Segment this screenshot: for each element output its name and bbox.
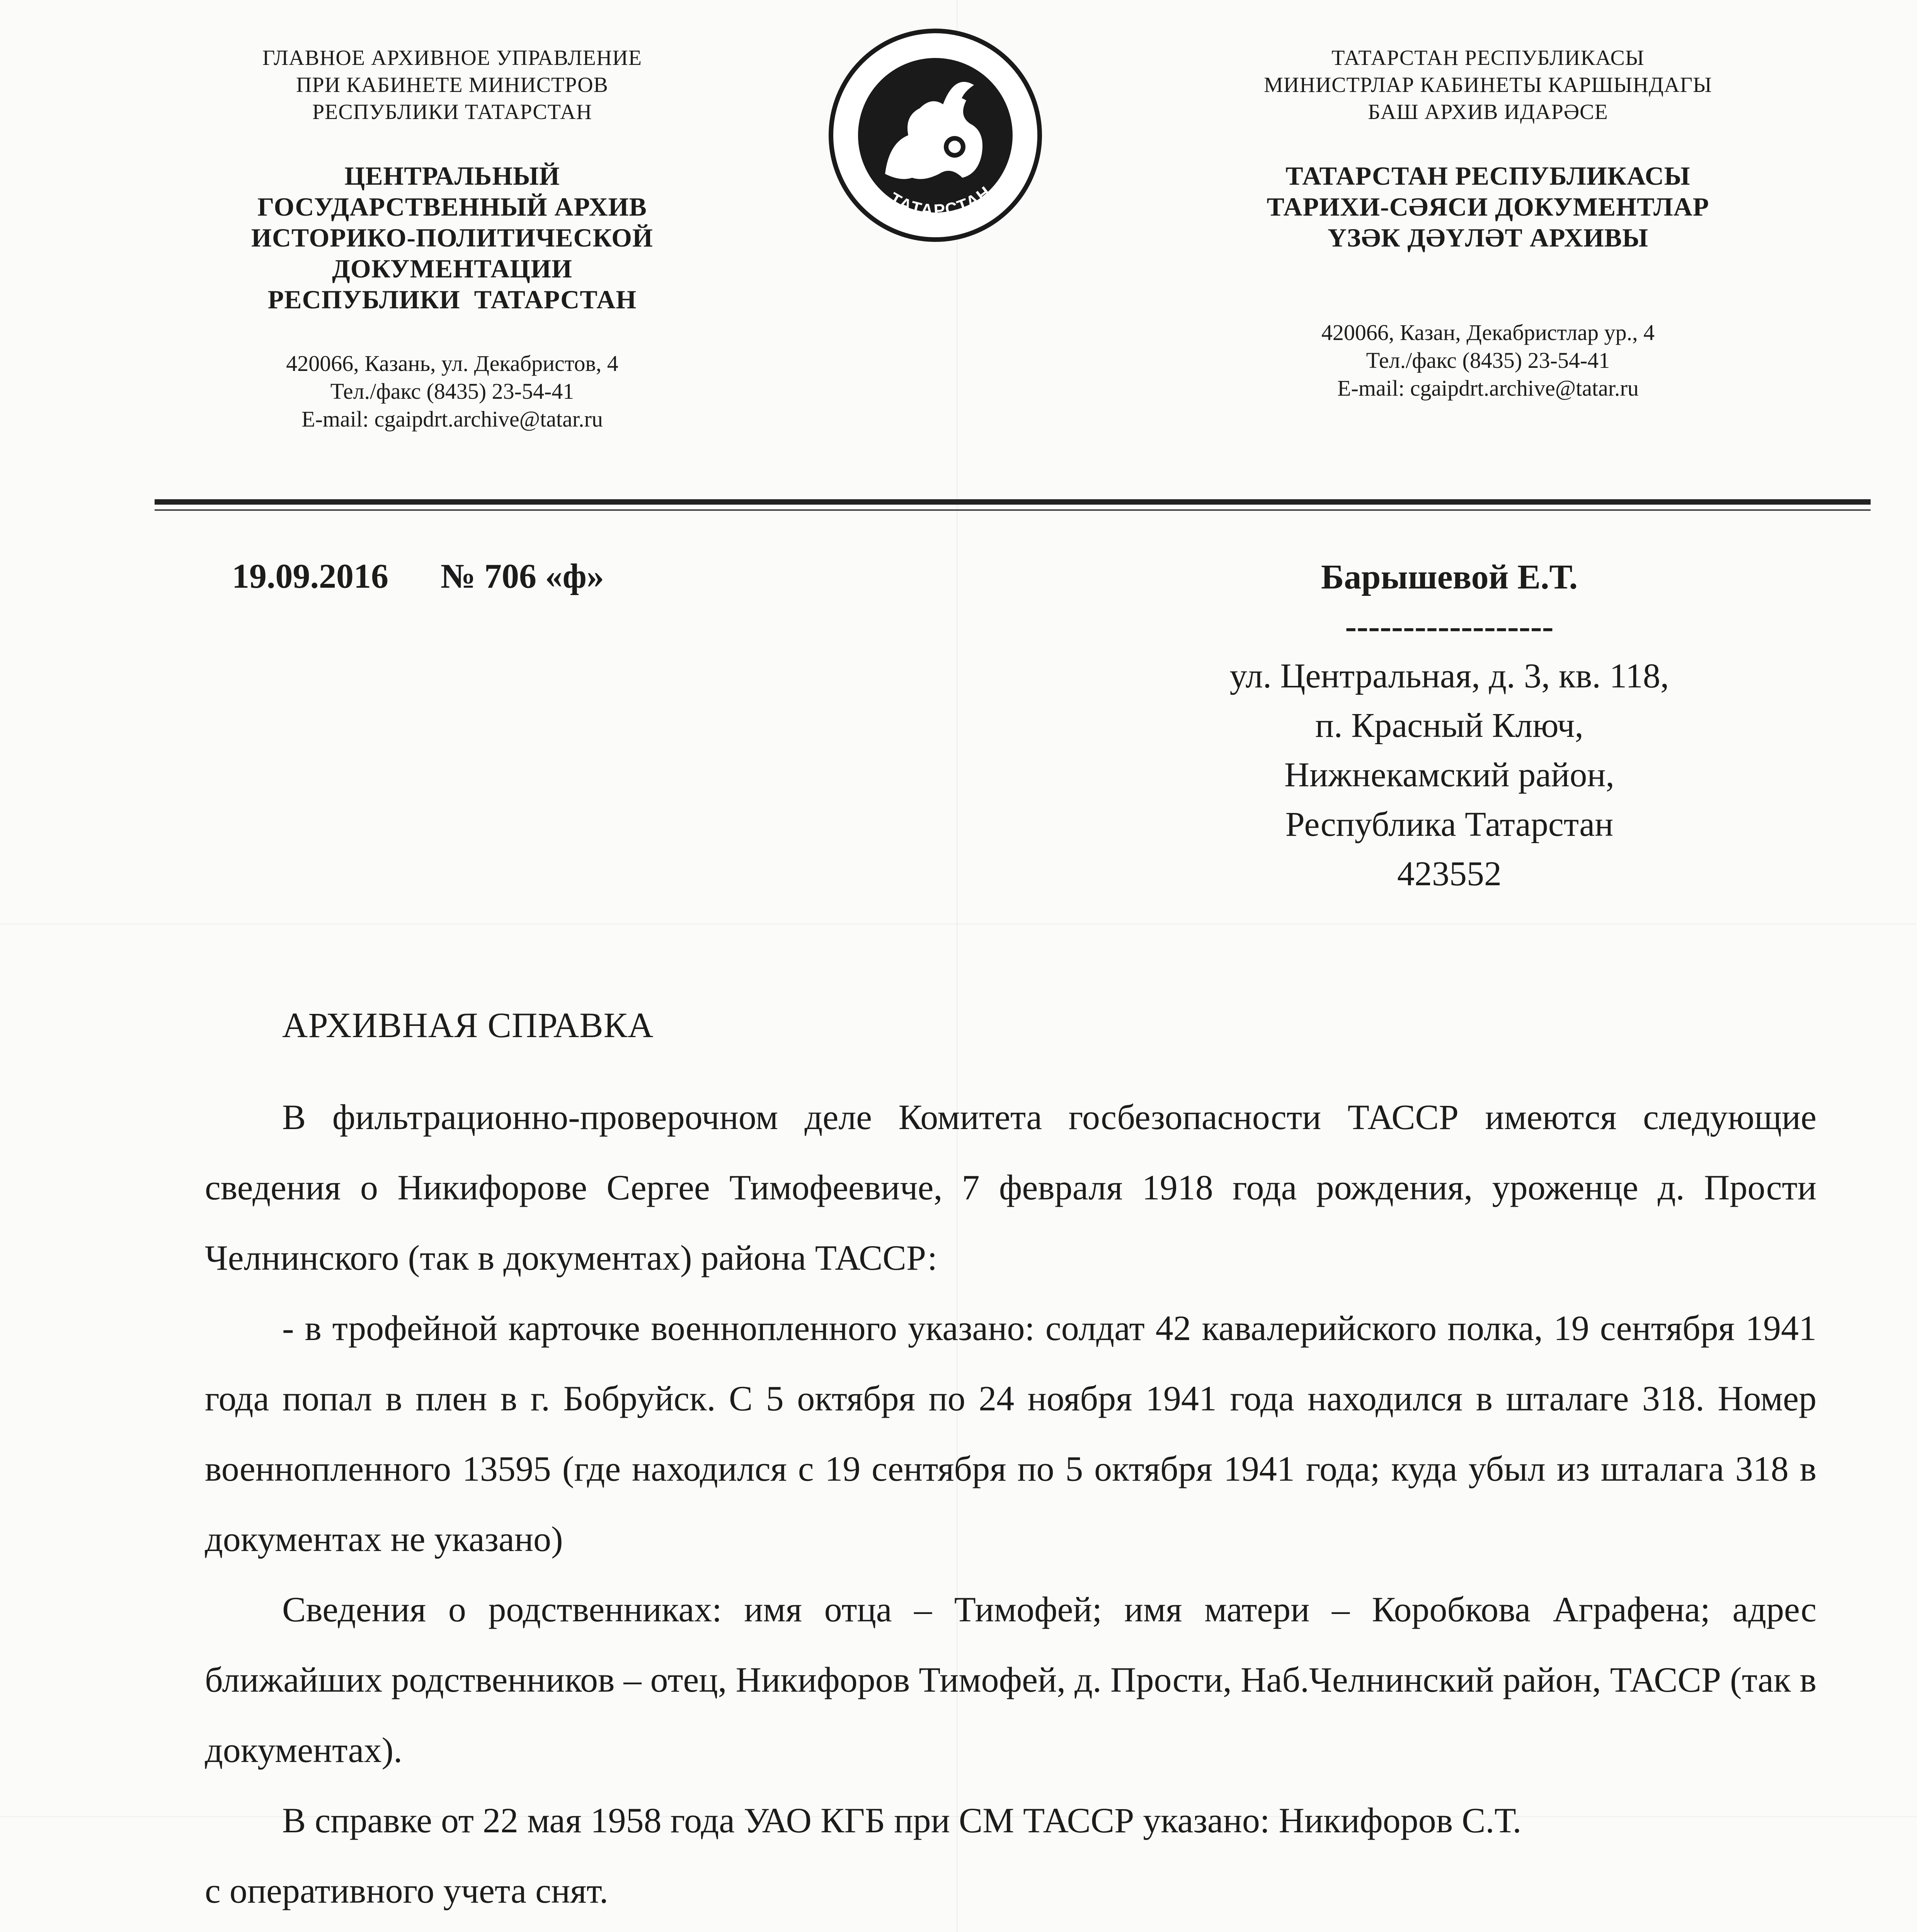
contact-tt xyxy=(1159,319,1817,402)
paper-fold-horizontal-1 xyxy=(0,923,1917,925)
recipient-address-line: п. Красный Ключ, xyxy=(1315,706,1583,745)
header-left-line: ГЛАВНОЕ АРХИВНОЕ УПРАВЛЕНИЕ xyxy=(262,46,642,70)
reference-line xyxy=(232,556,604,596)
recipient-address-line: Республика Татарстан xyxy=(1285,805,1614,844)
contact-phone: Тел./факс (8435) 23-54-41 xyxy=(330,379,574,404)
document-body xyxy=(205,1082,1817,1932)
header-right xyxy=(1159,44,1817,402)
emblem-ring-text: ТАТАРСТАН xyxy=(886,182,996,220)
archive-name-ru xyxy=(166,160,738,315)
contact-address: 420066, Казан, Декабристлар ур., 4 xyxy=(1321,320,1655,345)
document-date: 19.09.2016 xyxy=(232,557,388,595)
tatarstan-emblem xyxy=(827,27,1044,243)
archive-name-line: ЦЕНТРАЛЬНЫЙ xyxy=(344,161,560,190)
document-number: № 706 «ф» xyxy=(441,557,604,595)
header-right-line: БАШ АРХИВ ИДАРӘСЕ xyxy=(1368,100,1608,124)
header-divider-thin xyxy=(155,509,1871,511)
recipient-address-line: Нижнекамский район, xyxy=(1284,756,1614,794)
header-left-line: РЕСПУБЛИКИ ТАТАРСТАН xyxy=(312,100,592,124)
body-paragraph: - в трофейной карточке военнопленного указано: солдат 42 кавалерийского полка, 19 сентября 1941 года попал в плен в г. Бобруйск. С 5 октября по 24 ноября 1941 года находился в шталаге 318. Номер военнопленного 13595 (где находился с 19 сентября по 5 октября 1941 года; куда убыл из шталага 318 в документах не указано) xyxy=(205,1308,1817,1559)
contact-ru xyxy=(166,350,738,433)
header-right-line: МИНИСТРЛАР КАБИНЕТЫ КАРШЫНДАГЫ xyxy=(1264,73,1712,97)
body-paragraph: В фильтрационно-проверочном деле Комитета госбезопасности ТАССР имеются следующие сведения о Никифорове Сергее Тимофеевиче, 7 февраля 1918 года рождения, уроженце д. Прости Челнинского (так в документах) района ТАССР: xyxy=(205,1097,1817,1277)
recipient-block xyxy=(1082,553,1817,899)
recipient-address-line: ул. Центральная, д. 3, кв. 118, xyxy=(1229,657,1669,695)
body-paragraph: с оперативного учета снят. xyxy=(205,1871,608,1910)
archive-name-tt xyxy=(1159,160,1817,253)
contact-address: 420066, Казань, ул. Декабристов, 4 xyxy=(286,351,618,376)
body-paragraph: В справке от 22 мая 1958 года УАО КГБ при СМ ТАССР указано: Никифоров С.Т. xyxy=(282,1801,1522,1840)
header-left-top xyxy=(166,44,738,126)
archive-name-line: ИСТОРИКО-ПОЛИТИЧЕСКОЙ xyxy=(251,223,653,252)
recipient-separator: ------------------ xyxy=(1345,607,1554,646)
contact-email: E-mail: cgaipdrt.archive@tatar.ru xyxy=(1337,376,1639,401)
header-divider-thick xyxy=(155,499,1871,505)
contact-phone: Тел./факс (8435) 23-54-41 xyxy=(1366,348,1610,373)
header-left xyxy=(166,44,738,433)
archive-name-line: ТАТАРСТАН РЕСПУБЛИКАСЫ xyxy=(1285,161,1691,190)
header-left-line: ПРИ КАБИНЕТЕ МИНИСТРОВ xyxy=(296,73,608,97)
document-title: АРХИВНАЯ СПРАВКА xyxy=(282,1005,654,1045)
header-right-line: ТАТАРСТАН РЕСПУБЛИКАСЫ xyxy=(1331,46,1645,70)
header-right-top xyxy=(1159,44,1817,126)
contact-email: E-mail: cgaipdrt.archive@tatar.ru xyxy=(301,406,603,432)
body-paragraph: Сведения о родственниках: имя отца – Тимофей; имя матери – Коробкова Аграфена; адрес ближайших родственников – отец, Никифоров Тимофей, д. Прости, Наб.Челнинский район, ТАССР (так в документах). xyxy=(205,1590,1817,1770)
archive-name-line: ҮЗӘК ДӘҮЛӘТ АРХИВЫ xyxy=(1327,223,1649,252)
recipient-name: Барышевой Е.Т. xyxy=(1321,558,1578,596)
recipient-postcode: 423552 xyxy=(1397,855,1502,893)
archive-name-line: РЕСПУБЛИКИ ТАТАРСТАН xyxy=(267,285,637,314)
archive-name-line: ГОСУДАРСТВЕННЫЙ АРХИВ xyxy=(257,192,647,221)
archive-name-line: ДОКУМЕНТАЦИИ xyxy=(332,254,572,283)
archive-name-line: ТАРИХИ-СӘЯСИ ДОКУМЕНТЛАР xyxy=(1267,192,1709,221)
